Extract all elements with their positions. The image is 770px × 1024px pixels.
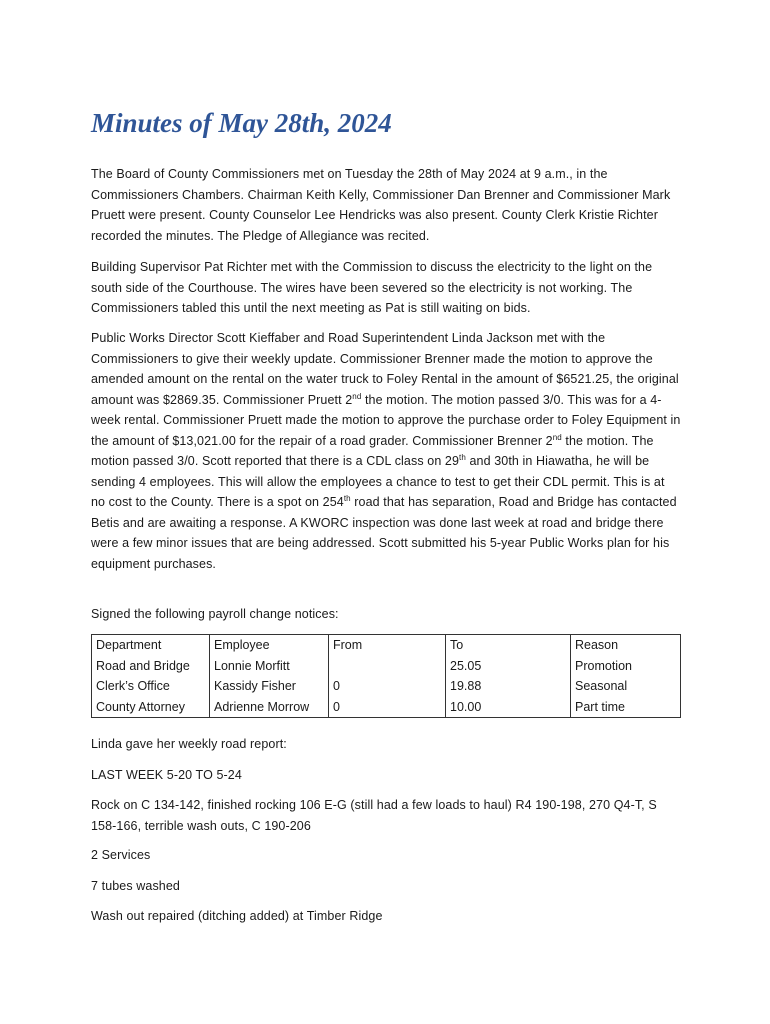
table-cell: Part time — [571, 697, 681, 718]
table-cell: 19.88 — [446, 676, 571, 697]
table-cell: Clerk’s Office — [92, 676, 210, 697]
payroll-table — [91, 634, 681, 718]
building-paragraph: Building Supervisor Pat Richter met with the Commission to discuss the electricity to the light on the south side of the Courthouse. The wires have been severed so the electricity is not working. The Commissioners tabled this until the next meeting as Pat is still waiting on bids. — [91, 260, 653, 315]
table-cell: 10.00 — [446, 697, 571, 718]
table-cell: 0 — [329, 676, 446, 697]
services-line: 2 Services — [91, 848, 151, 862]
rock-report: Rock on C 134-142, finished rocking 106 E-G (still had a few loads to haul) R4 190-198, 270 Q4-T, S 158-166, terrible wash outs, C 190-206 — [91, 798, 657, 833]
table-cell: Seasonal — [571, 676, 681, 697]
tubes-line: 7 tubes washed — [91, 879, 180, 893]
table-cell: 25.05 — [446, 656, 571, 677]
payroll-intro: Signed the following payroll change notices: — [91, 607, 339, 621]
page-title: Minutes of May 28th, 2024 — [91, 108, 392, 138]
header-cell: From — [329, 635, 446, 656]
last-week-heading: LAST WEEK 5-20 TO 5-24 — [91, 768, 242, 782]
table-row — [92, 676, 681, 697]
table-cell: 0 — [329, 697, 446, 718]
table-header-row — [92, 635, 681, 656]
header-cell: Reason — [571, 635, 681, 656]
table-cell: Road and Bridge — [92, 656, 210, 677]
header-cell: Department — [92, 635, 210, 656]
table-cell — [329, 656, 446, 677]
table-cell: County Attorney — [92, 697, 210, 718]
table-cell: Promotion — [571, 656, 681, 677]
washout-line: Wash out repaired (ditching added) at Timber Ridge — [91, 909, 383, 923]
attendance-paragraph: The Board of County Commissioners met on Tuesday the 28th of May 2024 at 9 a.m., in the Commissioners Chambers. Chairman Keith Kelly, Commissioner Dan Brenner and Commissioner Mark Pruett were present. County Counselor Lee Hendricks was also present. County Clerk Kristie Richter recorded the minutes. The Pledge of Allegiance was recited. — [91, 167, 671, 243]
table-cell: Kassidy Fisher — [210, 676, 329, 697]
header-cell: To — [446, 635, 571, 656]
public-works-paragraph: Public Works Director Scott Kieffaber and Road Superintendent Linda Jackson met with the Commissioners to give their weekly update. Commissioner Brenner made the motion to approve the amended amount on the rental on the water truck to Foley Rental in the amount of $6521.25, the original amount was $2869.35. Commissioner Pruett 2nd the motion. The motion passed 3/0. This was for a 4-week rental. Commissioner Pruett made the motion to approve the purchase order to Foley Equipment in the amount of $13,021.00 for the repair of a road grader. Commissioner Brenner 2nd the motion. The motion passed 3/0. Scott reported that there is a CDL class on 29th and 30th in Hiawatha, he will be sending 4 employees. This will allow the employees a chance to test to get their CDL permit. This is at no cost to the County. There is a spot on 254th road that has separation, Road and Bridge has contacted Betis and are awaiting a response. A KWORC inspection was done last week at road and bridge there were a few minor issues that are being addressed. Scott submitted his 5-year Public Works plan for his equipment purchases. — [91, 331, 681, 571]
table-row — [92, 697, 681, 718]
table-row — [92, 656, 681, 677]
road-report-intro: Linda gave her weekly road report: — [91, 737, 287, 751]
table-cell: Adrienne Morrow — [210, 697, 329, 718]
header-cell: Employee — [210, 635, 329, 656]
table-cell: Lonnie Morfitt — [210, 656, 329, 677]
